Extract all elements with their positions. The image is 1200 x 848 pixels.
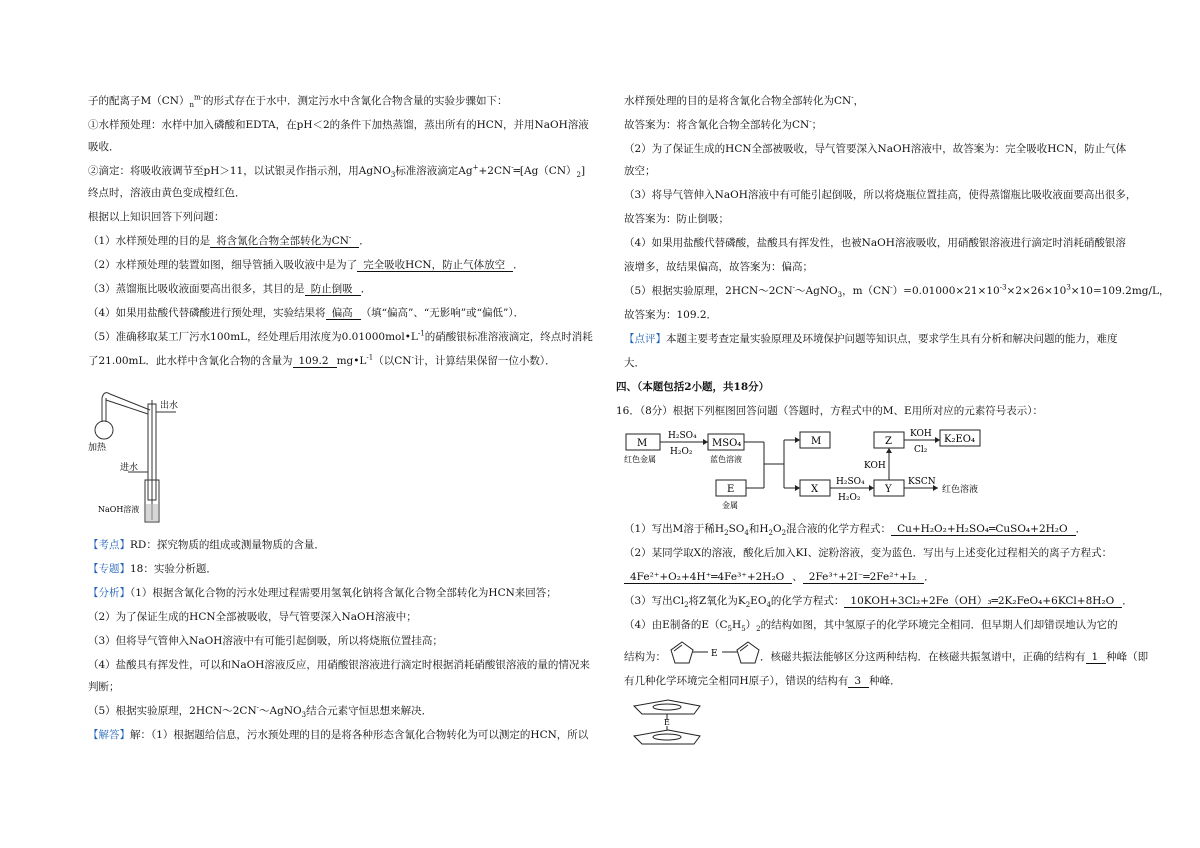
label-M2: M <box>811 436 822 447</box>
question-5-line2: 了21.00mL．此水样中含氰化合物的含量为 109.2 $mg•L^{-1}$（以CN-计，计算结果保留一位小数）． <box>88 353 556 367</box>
label-M: M <box>637 438 648 449</box>
label-h2so4: H₂SO₄ <box>668 431 697 441</box>
label-h2o2: H₂O₂ <box>670 447 693 457</box>
answer-line-9: （5）根据实验原理，2HCN～2CN-～AgNO$_3$，$m(CN^-)=0.01000\times 21\times 10^{-3}\times 2\times 26\times 10^3\times 10=109.2mg/L$， <box>624 283 1170 300</box>
label-h2so4-2: H₂SO₄ <box>836 477 865 487</box>
zhuanti-line: 【专题】18：实验分析题． <box>88 563 217 575</box>
answer-line-6: 故答案为：防止倒吸； <box>624 213 729 225</box>
fenxi-line-1: 【分析】（1）根据含氰化合物的污水处理过程需要用氢氧化钠将含氰化合物全部转化为HCN来回答； <box>88 587 557 599</box>
kaodian-line: 【考点】RD：探究物质的组成或测量物质的含量． <box>88 539 325 551</box>
step2-line2: 终点时，溶液由黄色变成橙红色． <box>88 187 246 199</box>
label-h2o2-2: H₂O₂ <box>838 493 861 503</box>
question-4: （4）如果用盐酸代替磷酸进行预处理，实验结果将 偏高 （填“偏高”、“无影响”或“偏低”）． <box>88 307 525 319</box>
jieda-line: 【解答】解：（1）根据题给信息，污水预处理的目的是将各种形态含氰化合物转化为可以测定的HCN，所以 <box>88 729 589 741</box>
label-E-wrong: E <box>711 649 718 659</box>
label-koh: KOH <box>910 429 932 439</box>
step1-line2: 吸收． <box>88 141 120 153</box>
step1-line: ①水样预处理：水样中加入磷酸和EDTA，在pH＜2的条件下加热蒸馏，蒸出所有的HCN，并用NaOH溶液 <box>88 119 589 131</box>
step2-line: ②滴定：将吸收液调节至pH＞11，以试银灵作指示剂，用AgNO$_3$标准溶液滴定$Ag^++2CN^-═[Ag(CN)_2]$ <box>88 163 586 180</box>
fenxi-line-2: （2）为了保证生成的HCN全部被吸收，导气管要深入NaOH溶液中； <box>88 611 417 623</box>
answer-16-4-line3: 有几种化学环境完全相同H原子），错误的结构有 3 种峰． <box>624 675 901 687</box>
label-MSO4: MSO₄ <box>712 438 742 449</box>
question-2: （2）水样预处理的装置如图，细导管插入吸收液中是为了 完全吸收HCN，防止气体放空 ． <box>88 259 524 271</box>
prompt-line: 根据以上知识回答下列问题： <box>88 211 225 223</box>
answer-line-5: （3）将导气管伸入NaOH溶液中有可能引起倒吸，所以将烧瓶位置挂高，使得蒸馏瓶比吸收液面要高出很多， <box>624 189 1137 201</box>
section-heading: 四、（本题包括2小题，共18分） <box>616 381 770 393</box>
distillation-apparatus-figure <box>88 380 198 530</box>
label-X: X <box>811 484 819 495</box>
question-3: （3）蒸馏瓶比吸收液面要高出很多，其目的是 防止倒吸 ． <box>88 283 372 295</box>
answer-line-3: （2）为了保证生成的HCN全部被吸收，导气管要深入NaOH溶液中，故答案为：完全吸收HCN，防止气体 <box>624 143 1127 155</box>
label-E: E <box>727 484 735 495</box>
intro-line: 子的配离子$M(CN)_n^{m-}$的形式存在于水中．测定污水中含氰化合物含量的实验步骤如下： <box>88 93 508 110</box>
label-Y: Y <box>885 484 892 495</box>
label-E-sandwich: E <box>664 718 670 727</box>
sandwich-structure-figure <box>624 698 714 748</box>
dianping-line-2: 大． <box>624 357 645 369</box>
question-1: （1）水样预处理的目的是 将含氰化合物全部转化为CN- ． <box>88 233 370 247</box>
answer-line-10: 故答案为：109.2． <box>624 309 718 321</box>
answer-16-2-ans: 4Fe²⁺+O₂+4H⁺═4Fe³⁺+2H₂O 、 2Fe³⁺+2I⁻═2Fe²⁺+I₂ ． <box>624 570 935 584</box>
reaction-flowchart <box>624 424 1004 514</box>
label-water-in: 进水 <box>120 463 139 473</box>
question-5: （5）准确移取某工厂污水100mL，经处理后用浓度为$0.01000mol•L^{-1}$的硝酸银标准溶液滴定，终点时消耗 <box>88 329 593 343</box>
dianping-line: 【点评】本题主要考查定量实验原理及环境保护问题等知识点，要求学生具有分析和解决问题的能力，难度 <box>624 333 1118 345</box>
label-blue-solution: 蓝色溶液 <box>710 455 742 464</box>
answer-line-1: 水样预处理的目的是将含氰化合物全部转化为CN-， <box>624 93 865 107</box>
fenxi-line-5: 判断； <box>88 681 120 693</box>
label-Z: Z <box>885 436 892 447</box>
fenxi-line-6: （5）根据实验原理，2HCN～2CN-～AgNO$_3$结合元素守恒思想来解决． <box>88 703 433 720</box>
answer-line-2: 故答案为：将含氰化合物全部转化为CN-； <box>624 117 823 131</box>
answer-16-3: （3）写出$Cl_2$将Z氧化为$K_2EO_4$的化学方程式： 10KOH+3Cl₂+2Fe（OH）₃═2K₂FeO₄+6KCl+8H₂O ． <box>624 595 1133 610</box>
label-naoh: NaOH溶液 <box>98 505 140 514</box>
answer-16-1: （1）写出M溶于稀$H_2SO_4$和$H_2O_2$混合液的化学方程式： Cu+H₂O₂+H₂SO₄═CuSO₄+2H₂O ． <box>624 523 1087 538</box>
fenxi-line-4: （4）盐酸具有挥发性，可以和NaOH溶液反应，用硝酸银溶液进行滴定时根据消耗硝酸银溶液的量的情况来 <box>88 659 590 671</box>
label-water-out: 出水 <box>160 401 179 411</box>
answer-line-4: 放空； <box>624 165 656 177</box>
question-16: 16．（8分）根据下列框图回答问题（答题时，方程式中的M、E用所对应的元素符号表示）： <box>616 405 1043 417</box>
answer-16-4-line2: 结构为： ．核磁共振法能够区分这两种结构．在核磁共振氢谱中，正确的结构有 1 种峰（即 <box>624 651 1149 663</box>
answer-line-8: 液增多，故结果偏高，故答案为：偏高； <box>624 261 813 273</box>
label-koh-2: KOH <box>864 461 886 471</box>
answer-line-7: （4）如果用盐酸代替磷酸，盐酸具有挥发性，也被NaOH溶液吸收，用硝酸银溶液进行滴定时消耗硝酸银溶 <box>624 237 1126 249</box>
wrong-structure-figure <box>668 638 762 668</box>
label-kscn: KSCN <box>908 477 936 487</box>
label-red-metal: 红色金属 <box>624 455 656 464</box>
label-cl2: Cl₂ <box>914 445 928 455</box>
answer-16-2: （2）某同学取X的溶液，酸化后加入KI、淀粉溶液，变为蓝色．写出与上述变化过程相关的离子方程式： <box>624 547 1113 559</box>
answer-16-4: （4）由E制备的$E(C_5H_5)_2$的结构如图，其中氢原子的化学环境完全相同．但早期人们却错误地认为它的 <box>624 619 1118 634</box>
fenxi-line-3: （3）但将导气管伸入NaOH溶液中有可能引起倒吸，所以将烧瓶位置挂高； <box>88 635 443 647</box>
label-red-solution: 红色溶液 <box>942 485 979 495</box>
label-metal: 金属 <box>722 501 738 510</box>
label-heat: 加热 <box>88 443 107 453</box>
label-K2EO4: K₂EO₄ <box>944 434 975 445</box>
